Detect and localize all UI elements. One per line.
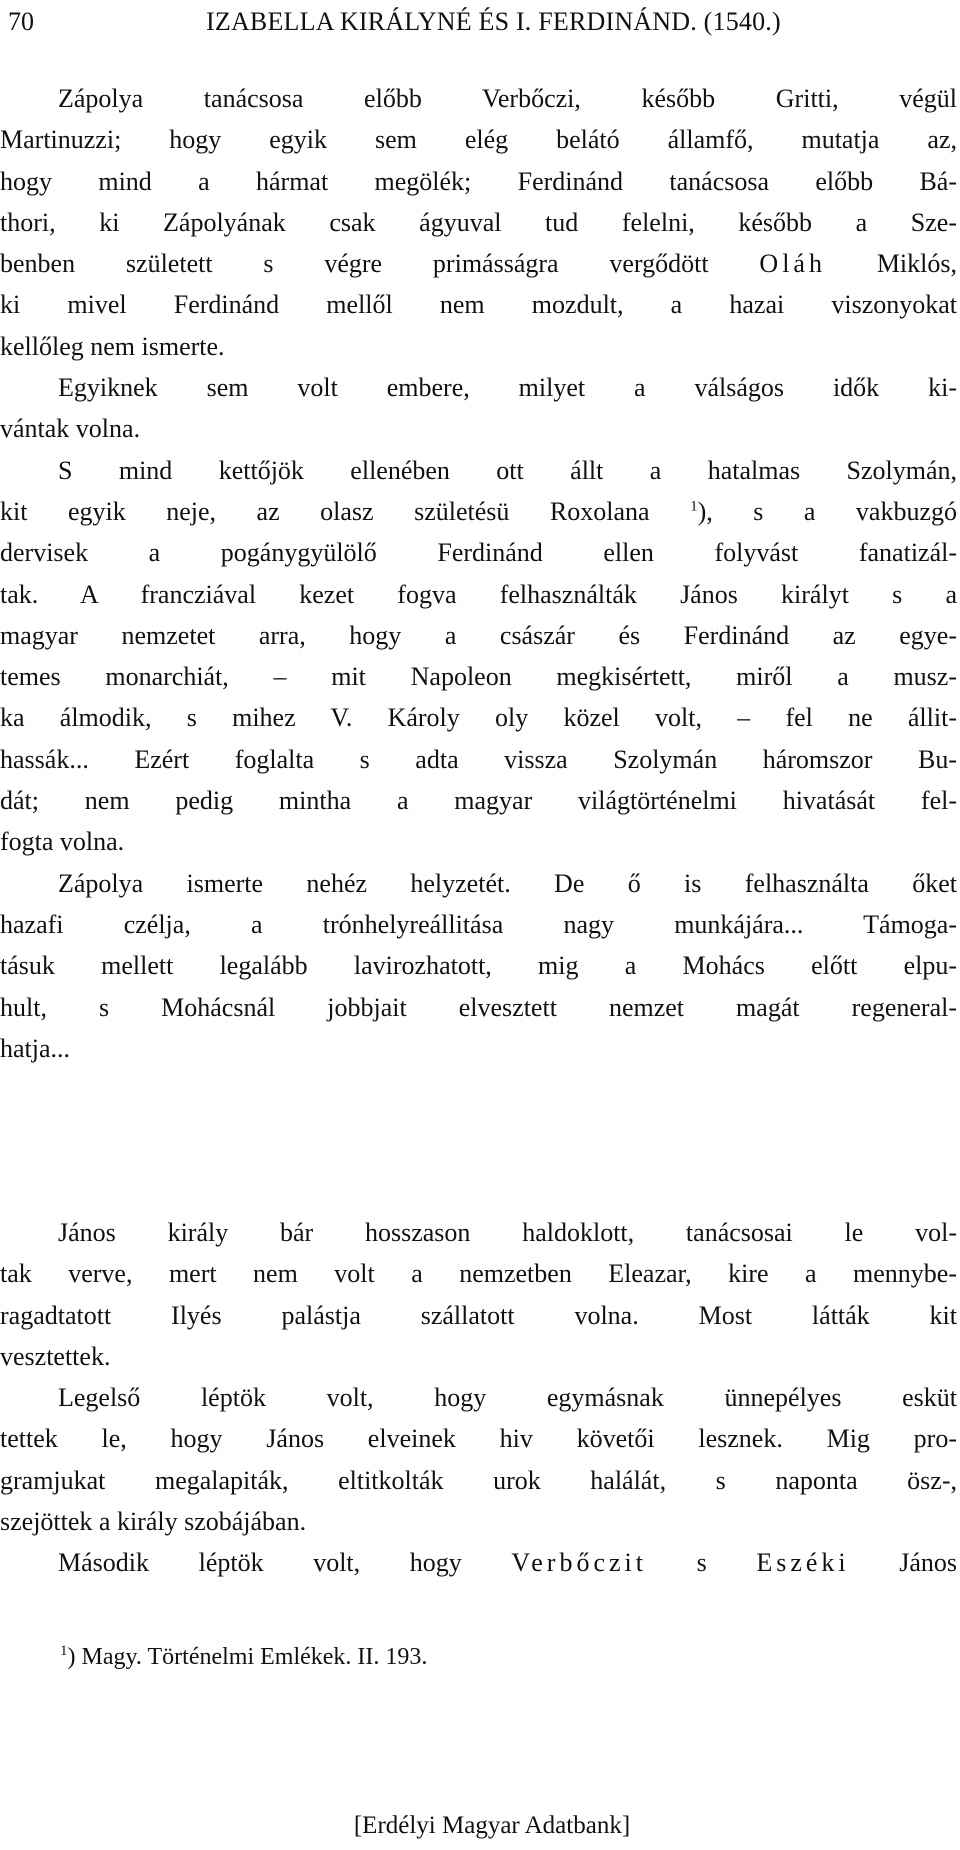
text-line: magyar nemzetet arra, hogy a császár és Ferdinánd az egye- [0,620,957,650]
text-line [0,491,957,532]
footnote-text: ) Magy. Történelmi Emlékek. II. 193. [67,1644,428,1670]
text-fragment: ), s a vakbuzgó [697,496,957,526]
spaced-name-verboczit: Verbőczit [511,1548,647,1578]
text-line: hatja... [0,1033,71,1063]
text-fragment: Második léptök volt, hogy [58,1548,462,1578]
page-header [8,0,950,44]
text-line: hogy mind a hármat megölék; Ferdinánd tanácsosa előbb Bá- [0,166,957,196]
text-fragment: benben született s végre primásságra vergődött [0,249,709,279]
text-fragment: s [696,1548,707,1578]
spaced-name-olah: Oláh [759,249,826,279]
text-line [0,1542,957,1583]
text-line: hult, s Mohácsnál jobbjait elvesztett nemzet magát regeneral- [0,992,957,1022]
text-line: tak verve, mert nem volt a nemzetben Eleazar, kire a mennybe- [0,1259,957,1289]
text-line: dát; nem pedig mintha a magyar világtörténelmi hivatását fel- [0,786,957,816]
footer-source: [Erdélyi Magyar Adatbank] [353,1812,631,1839]
text-line: Egyiknek sem volt embere, milyet a válságos idők ki- [58,373,957,403]
text-line: ki mivel Ferdinánd mellől nem mozdult, a hazai viszonyokat [0,290,957,320]
text-line: dervisek a pogánygyülölő Ferdinánd ellen folyvást fanatizál- [0,538,957,568]
text-line: ragadtatott Ilyés palástja szállatott volna. Most látták kit [0,1300,957,1330]
text-line: S mind kettőjök ellenében ott állt a hatalmas Szolymán, [58,455,957,485]
text-line: temes monarchiát, – mit Napoleon megkisértett, miről a musz- [0,662,957,692]
text-line: kellőleg nem ismerte. [0,331,225,361]
text-line: tettek le, hogy János elveinek hiv követői lesznek. Mig pro- [0,1424,957,1454]
text-line: ka álmodik, s mihez V. Károly oly közel volt, – fel ne állit- [0,703,957,733]
text-fragment: Miklós, [876,249,957,279]
page-number: 70 [8,7,34,36]
text-line: Martinuzzi; hogy egyik sem elég belátó államfő, mutatja az, [0,125,957,155]
text-line: tásuk mellett legalább lavirozhatott, mig a Mohács előtt elpu- [0,951,957,981]
footnote-reference: 1 [690,498,698,515]
text-line: Zápolya tanácsosa előbb Verbőczi, később Gritti, végül [58,84,957,113]
text-line: gramjukat megalapiták, eltitkolták urok halálát, s naponta ösz-, [0,1465,957,1495]
text-line: Legelső léptök volt, hogy egymásnak ünnepélyes esküt [58,1383,957,1413]
main-text-section-1 [0,78,957,1069]
text-line: tak. A francziával kezet fogva felhasználták János királyt s a [0,579,957,609]
spaced-name-eszeki: Eszéki [756,1548,850,1578]
text-line: hazafi czélja, a trónhelyreállitása nagy munkájára... Támoga- [0,909,957,939]
text-fragment: kit egyik neje, az olasz születésü Roxolana [0,496,650,526]
text-line: szejöttek a király szobájában. [0,1507,307,1537]
text-line [0,243,957,284]
main-text-section-2 [0,1212,957,1584]
text-line: vesztettek. [0,1341,111,1371]
text-line: Zápolya ismerte nehéz helyzetét. De ő is felhasználta őket [58,868,957,898]
page-footer [0,1812,960,1840]
text-line: fogta volna. [0,827,125,857]
text-fragment: János [899,1548,958,1578]
text-line: János király bár hosszason haldoklott, tanácsosai le vol- [58,1218,957,1247]
text-line: hassák... Ezért foglalta s adta vissza Szolymán háromszor Bu- [0,744,957,774]
text-line: thori, ki Zápolyának csak ágyuval tud felelni, később a Sze- [0,207,957,237]
running-head: IZABELLA KIRÁLYNÉ ÉS I. FERDINÁND. (1540.) [206,7,781,36]
footnote-mark: 1 [60,1643,68,1659]
text-line: vántak volna. [0,414,141,444]
footnote [60,1640,427,1674]
